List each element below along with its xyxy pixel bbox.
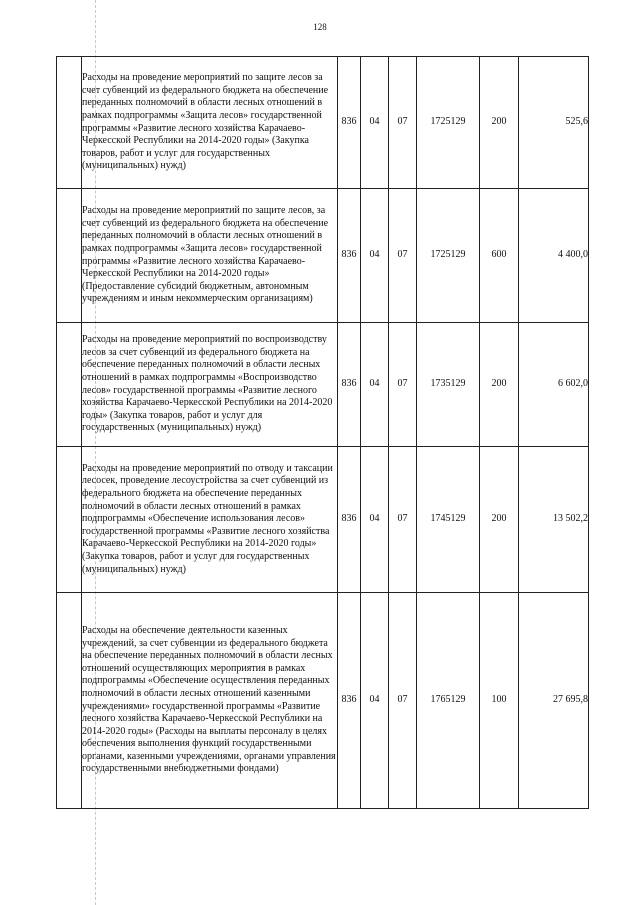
- section-code: 04: [361, 447, 389, 593]
- row-blank-cell: [57, 447, 82, 593]
- row-blank-cell: [57, 323, 82, 447]
- subsection-code: 07: [389, 593, 417, 809]
- page-number: 128: [313, 22, 327, 32]
- expense-type-code: 600: [480, 189, 519, 323]
- ministry-code: 836: [338, 323, 361, 447]
- budget-table: [56, 56, 589, 809]
- target-article-code: 1725129: [417, 189, 480, 323]
- target-article-code: 1765129: [417, 593, 480, 809]
- ministry-code: 836: [338, 189, 361, 323]
- subsection-code: 07: [389, 323, 417, 447]
- expense-type-code: 200: [480, 57, 519, 189]
- amount: 13 502,2: [519, 447, 589, 593]
- section-code: 04: [361, 323, 389, 447]
- section-code: 04: [361, 593, 389, 809]
- ministry-code: 836: [338, 57, 361, 189]
- expense-type-code: 200: [480, 447, 519, 593]
- table-row: [57, 593, 589, 809]
- expense-type-code: 200: [480, 323, 519, 447]
- expense-description: Расходы на проведение мероприятий по защите лесов, за счет субвенций из федерального бюджета на обеспечение переданных полномочий в области лесных отношений в рамках подпрограммы «Защита лесов» государственной программы «Развитие лесного хозяйства Карачаево-Черкесской Республики на 2014-2020 годы» (Предоставление субсидий бюджетным, автономным учреждениям и иным некоммерческим организациям): [82, 189, 338, 323]
- target-article-code: 1745129: [417, 447, 480, 593]
- row-blank-cell: [57, 189, 82, 323]
- amount: 4 400,0: [519, 189, 589, 323]
- section-code: 04: [361, 189, 389, 323]
- expense-type-code: 100: [480, 593, 519, 809]
- subsection-code: 07: [389, 447, 417, 593]
- subsection-code: 07: [389, 189, 417, 323]
- expense-description: Расходы на проведение мероприятий по отводу и таксации лесосек, проведение лесоустройства за счет субвенций из федерального бюджета на обеспечение переданных полномочий в области лесных отношений в рамках подпрограммы «Обеспечение использования лесов» государственной программы «Развитие лесного хозяйства Карачаево-Черкесской Республики на 2014-2020 годы» (Закупка товаров, работ и услуг для государственных (муниципальных) нужд): [82, 447, 338, 593]
- table-row: [57, 447, 589, 593]
- expense-description: Расходы на проведение мероприятий по воспроизводству лесов за счет субвенций из федерального бюджета на обеспечение переданных полномочий в области лесных отношений в рамках подпрограммы «Воспроизводство лесов» государственной программы «Развитие лесного хозяйства Карачаево-Черкесской Республики на 2014-2020 годы» (Закупка товаров, работ и услуг для государственных (муниципальных) нужд): [82, 323, 338, 447]
- target-article-code: 1735129: [417, 323, 480, 447]
- table-row: [57, 189, 589, 323]
- table-row: [57, 57, 589, 189]
- amount: 525,6: [519, 57, 589, 189]
- amount: 27 695,8: [519, 593, 589, 809]
- expense-description: Расходы на обеспечение деятельности казенных учреждений, за счет субвенции из федерального бюджета на обеспечение переданных полномочий в области лесных отношений осуществляющих мероприятия в рамках подпрограммы «Обеспечение осуществления переданных полномочий в области лесных отношений казенными учреждениями» государственной программы «Развитие лесного хозяйства Карачаево-Черкесской Республики на 2014-2020 годы» (Расходы на выплаты персоналу в целях обеспечения выполнения функций государственными органами, казенными учреждениями, органами управления государственными внебюджетными фондами): [82, 593, 338, 809]
- row-blank-cell: [57, 593, 82, 809]
- subsection-code: 07: [389, 57, 417, 189]
- target-article-code: 1725129: [417, 57, 480, 189]
- ministry-code: 836: [338, 447, 361, 593]
- table-row: [57, 323, 589, 447]
- row-blank-cell: [57, 57, 82, 189]
- section-code: 04: [361, 57, 389, 189]
- ministry-code: 836: [338, 593, 361, 809]
- expense-description: Расходы на проведение мероприятий по защите лесов за счет субвенций из федерального бюджета на обеспечение переданных полномочий в области лесных отношений в рамках подпрограммы «Защита лесов» государственной программы «Развитие лесного хозяйства Карачаево-Черкесской Республики на 2014-2020 годы» (Закупка товаров, работ и услуг для государственных (муниципальных) нужд): [82, 57, 338, 189]
- amount: 6 602,0: [519, 323, 589, 447]
